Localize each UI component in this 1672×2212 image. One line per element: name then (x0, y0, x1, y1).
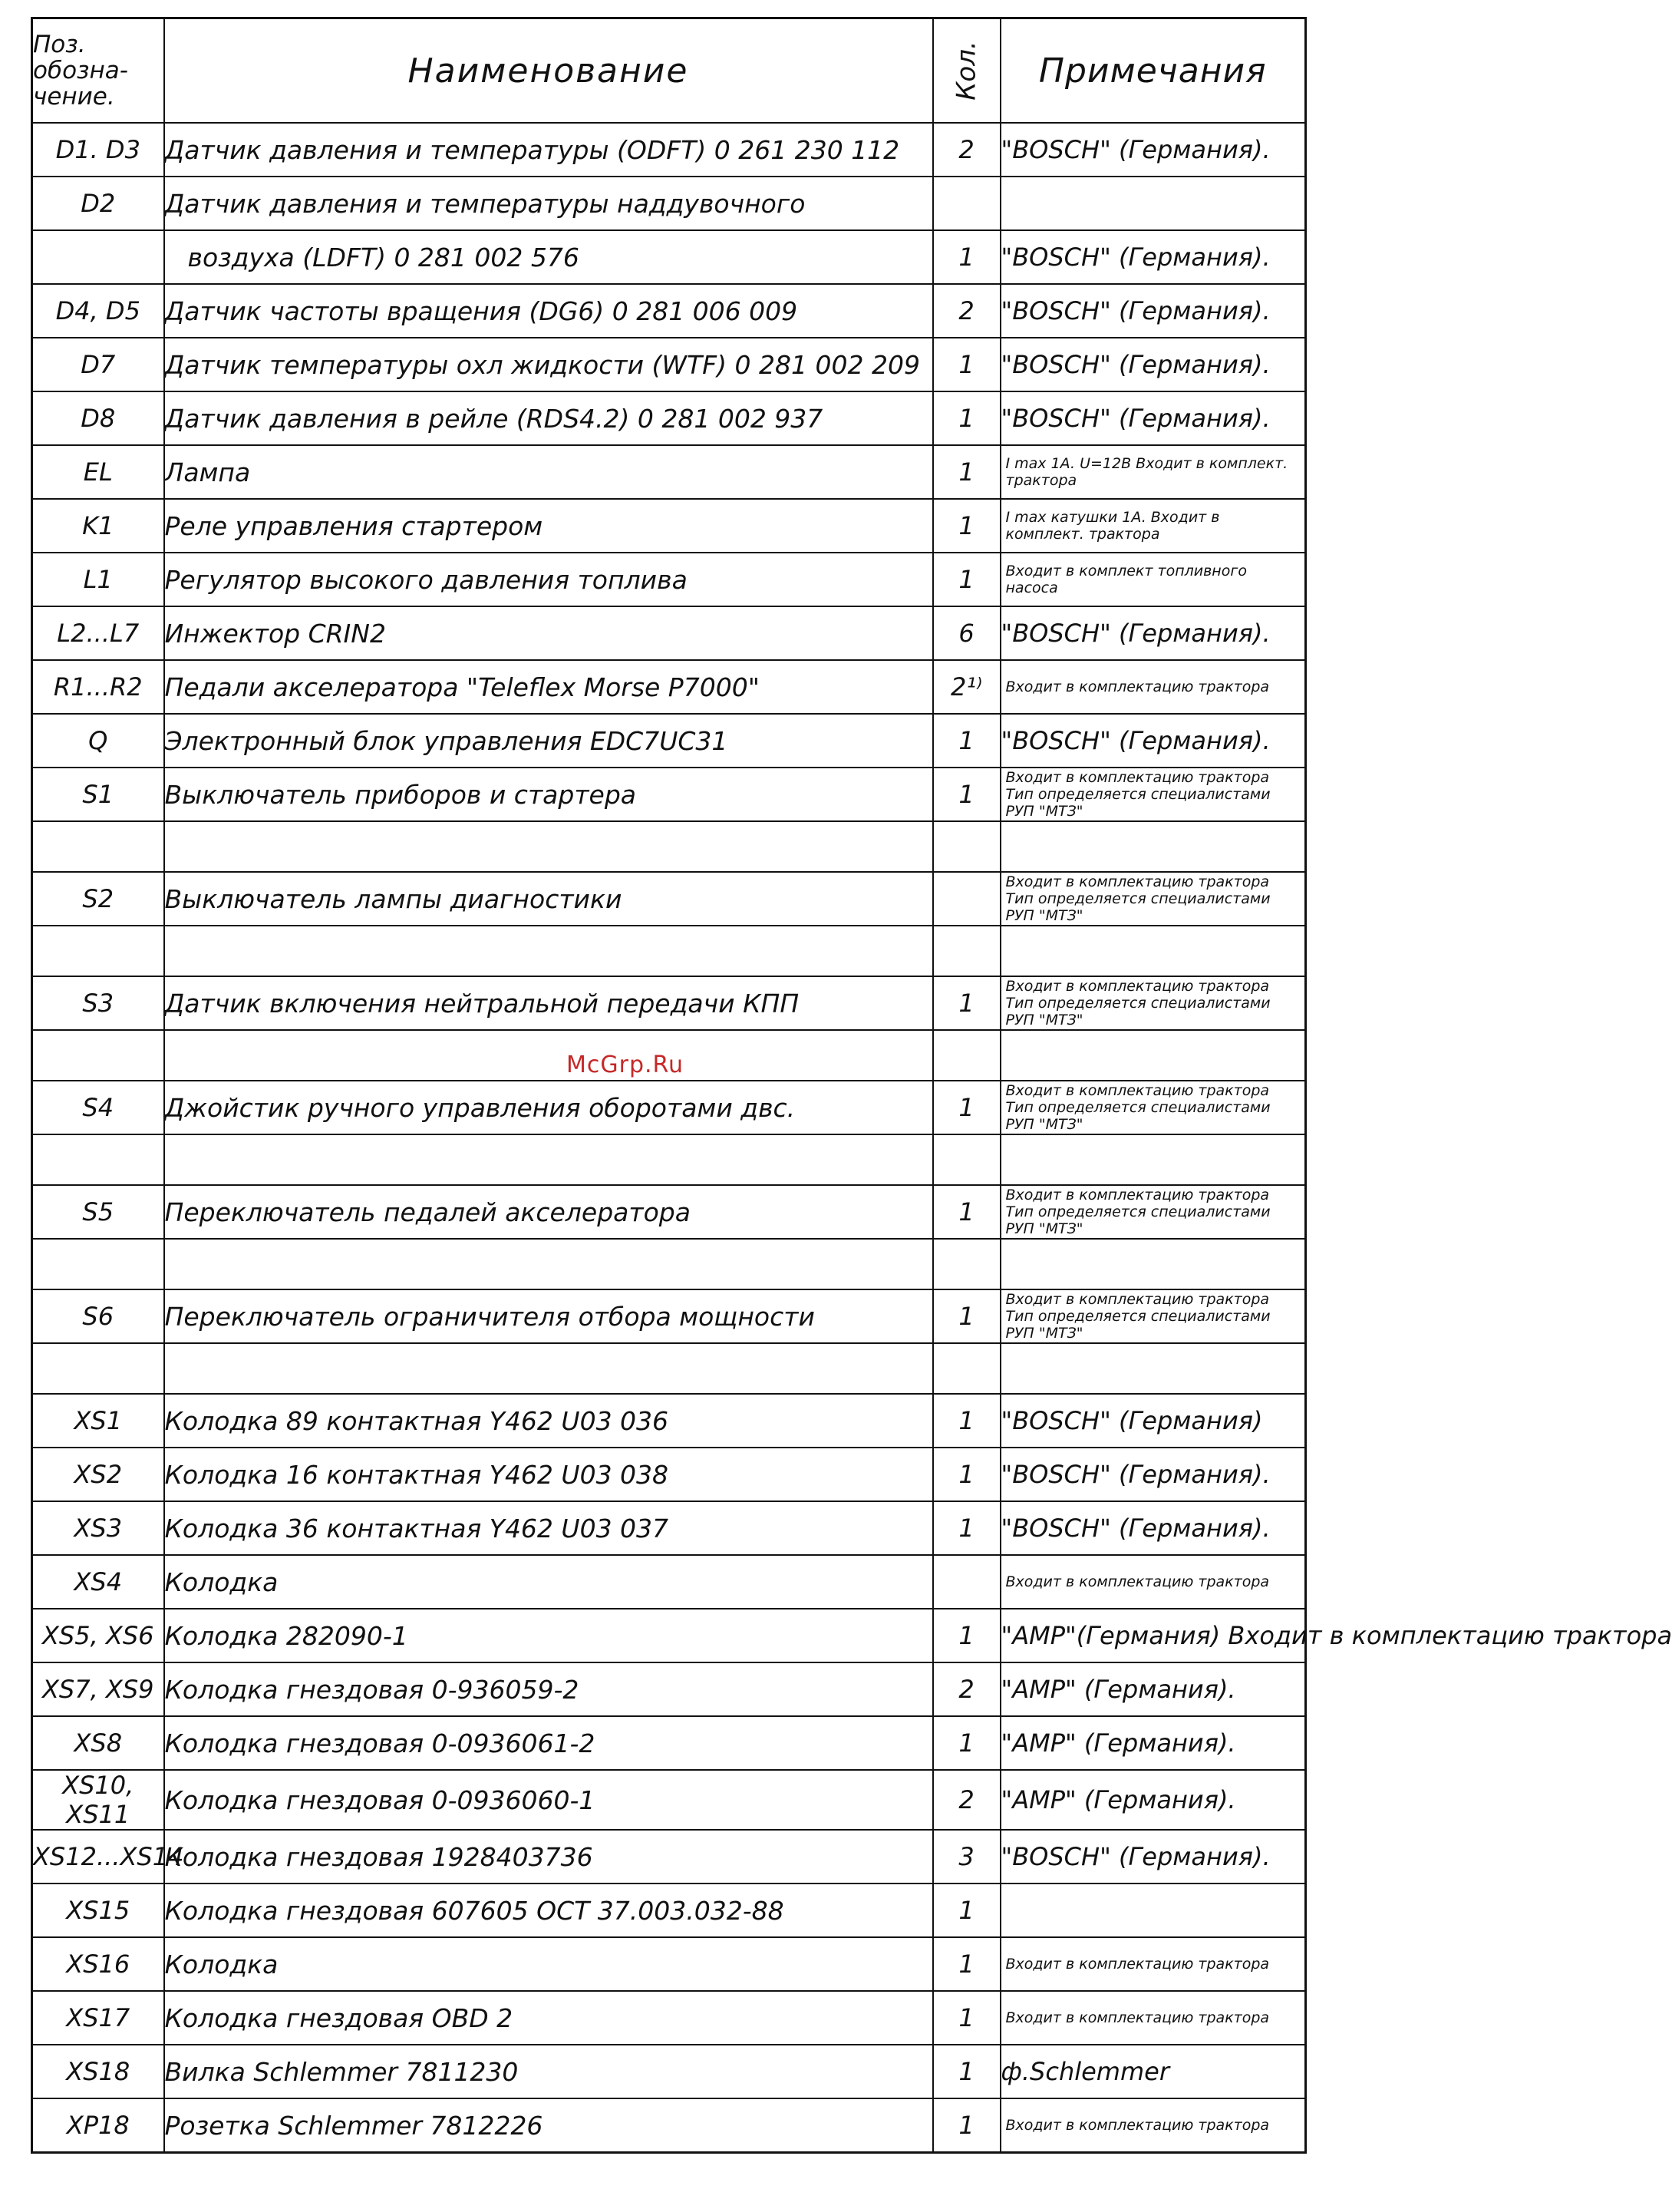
position-cell (32, 1239, 164, 1289)
position-cell: XS1 (32, 1394, 164, 1448)
quantity-cell: 1 (933, 1716, 1001, 1770)
quantity-cell: 1 (933, 976, 1001, 1030)
note-cell: "AMP" (Германия). (1001, 1716, 1306, 1770)
quantity-cell: 1 (933, 1884, 1001, 1937)
name-cell: Колодка 282090-1 (164, 1609, 933, 1662)
position-cell: XS5, XS6 (32, 1609, 164, 1662)
quantity-cell: 1 (933, 1185, 1001, 1239)
table-body (32, 123, 1672, 2153)
position-cell (32, 1134, 164, 1185)
table-row (32, 821, 1306, 872)
header-name: Наименование (164, 18, 933, 124)
quantity-cell: 1 (933, 338, 1001, 391)
specification-sheet (31, 17, 1672, 2195)
note-cell: "BOSCH" (Германия) (1001, 1394, 1306, 1448)
position-cell: XS16 (32, 1937, 164, 1991)
name-cell: Колодка гнездовая 0-0936060-1 (164, 1770, 933, 1830)
table-row (32, 177, 1306, 230)
note-cell: "AMP"(Германия) Входит в комплектацию трактора (1001, 1609, 1306, 1662)
position-cell: XS10, XS11 (32, 1770, 164, 1830)
quantity-cell: 2 (933, 284, 1001, 338)
note-cell: Входит в комплект топливного насоса (1001, 553, 1306, 606)
note-cell: Входит в комплектацию трактора Тип определяется специалистами РУП "МТЗ" (1001, 976, 1306, 1030)
table-row (32, 1716, 1306, 1770)
name-cell: Датчик частоты вращения (DG6) 0 281 006 009 (164, 284, 933, 338)
table-row (32, 1770, 1306, 1830)
note-cell: "BOSCH" (Германия). (1001, 714, 1306, 768)
quantity-cell (933, 1134, 1001, 1185)
note-cell: Входит в комплектацию трактора Тип определяется специалистами РУП "МТЗ" (1001, 872, 1306, 926)
quantity-cell: 1 (933, 2045, 1001, 2098)
position-cell: D4, D5 (32, 284, 164, 338)
table-row (32, 1501, 1306, 1555)
name-cell: Датчик давления и температуры наддувочного (164, 177, 933, 230)
position-cell: XS15 (32, 1884, 164, 1937)
position-cell: S2 (32, 872, 164, 926)
position-cell: XS18 (32, 2045, 164, 2098)
name-cell: Колодка гнездовая 0-936059-2 (164, 1662, 933, 1716)
note-cell: "AMP" (Германия). (1001, 1662, 1306, 1716)
note-cell: Входит в комплектацию трактора (1001, 2098, 1306, 2153)
position-cell: S3 (32, 976, 164, 1030)
table-row (32, 230, 1306, 284)
table-row (32, 1081, 1306, 1134)
position-cell: Q (32, 714, 164, 768)
quantity-cell: 2¹⁾ (933, 660, 1001, 714)
name-cell: Переключатель ограничителя отбора мощности (164, 1289, 933, 1343)
quantity-cell: 1 (933, 553, 1001, 606)
position-cell: D1. D3 (32, 123, 164, 177)
note-cell: Входит в комплектацию трактора (1001, 1937, 1306, 1991)
note-cell (1001, 1239, 1306, 1289)
components-table (31, 17, 1672, 2154)
note-cell: "BOSCH" (Германия). (1001, 391, 1306, 445)
quantity-cell: 1 (933, 1394, 1001, 1448)
name-cell: Колодка гнездовая OBD 2 (164, 1991, 933, 2045)
position-cell: R1...R2 (32, 660, 164, 714)
quantity-cell: 6 (933, 606, 1001, 660)
position-cell (32, 821, 164, 872)
table-row (32, 553, 1306, 606)
table-row (32, 976, 1306, 1030)
name-cell (164, 1343, 933, 1394)
header-quantity-label: Кол. (951, 41, 982, 101)
quantity-cell (933, 1343, 1001, 1394)
note-cell: "AMP" (Германия). (1001, 1770, 1306, 1830)
table-row (32, 2098, 1306, 2153)
quantity-cell: 1 (933, 1937, 1001, 1991)
note-cell (1001, 821, 1306, 872)
quantity-cell: 1 (933, 1609, 1001, 1662)
name-cell: Реле управления стартером (164, 499, 933, 553)
position-cell: D7 (32, 338, 164, 391)
name-cell: Колодка гнездовая 1928403736 (164, 1830, 933, 1884)
position-cell: D2 (32, 177, 164, 230)
position-cell: S1 (32, 768, 164, 821)
note-cell (1001, 1343, 1306, 1394)
position-cell: L2...L7 (32, 606, 164, 660)
position-cell: XS3 (32, 1501, 164, 1555)
note-cell (1001, 177, 1306, 230)
table-row (32, 499, 1306, 553)
table-row (32, 445, 1306, 499)
quantity-cell (933, 1239, 1001, 1289)
table-row (32, 1239, 1306, 1289)
quantity-cell: 2 (933, 123, 1001, 177)
name-cell (164, 1134, 933, 1185)
name-cell: Колодка гнездовая 607605 ОСТ 37.003.032-88 (164, 1884, 933, 1937)
position-cell: EL (32, 445, 164, 499)
table-row (32, 872, 1306, 926)
table-row (32, 1884, 1306, 1937)
quantity-cell: 1 (933, 1081, 1001, 1134)
note-cell (1001, 926, 1306, 976)
name-cell: Датчик включения нейтральной передачи КПП (164, 976, 933, 1030)
quantity-cell: 1 (933, 445, 1001, 499)
note-cell (1001, 1884, 1306, 1937)
quantity-cell: 1 (933, 768, 1001, 821)
table-row (32, 1134, 1306, 1185)
name-cell (164, 821, 933, 872)
name-cell (164, 926, 933, 976)
name-cell: Колодка 36 контактная Y462 U03 037 (164, 1501, 933, 1555)
name-cell: Розетка Schlemmer 7812226 (164, 2098, 933, 2153)
note-cell: I max катушки 1A. Входит в комплект. трактора (1001, 499, 1306, 553)
note-cell: Входит в комплектацию трактора (1001, 660, 1306, 714)
position-cell: K1 (32, 499, 164, 553)
name-cell: Датчик давления и температуры (ODFT) 0 261 230 112 (164, 123, 933, 177)
name-cell: Инжектор CRIN2 (164, 606, 933, 660)
name-cell: Датчик температуры охл жидкости (WTF) 0 281 002 209 (164, 338, 933, 391)
position-cell: L1 (32, 553, 164, 606)
note-cell: "BOSCH" (Германия). (1001, 123, 1306, 177)
name-cell: Датчик давления в рейле (RDS4.2) 0 281 002 937 (164, 391, 933, 445)
header-position: Поз. обозна- чение. (32, 18, 164, 124)
note-cell (1001, 1030, 1306, 1081)
quantity-cell: 1 (933, 714, 1001, 768)
position-cell: D8 (32, 391, 164, 445)
table-row (32, 123, 1306, 177)
position-cell: XS17 (32, 1991, 164, 2045)
table-row (32, 338, 1306, 391)
name-cell: Выключатель приборов и стартера (164, 768, 933, 821)
header-quantity (933, 18, 1001, 124)
name-cell: Регулятор высокого давления топлива (164, 553, 933, 606)
table-row (32, 660, 1306, 714)
position-cell: XS7, XS9 (32, 1662, 164, 1716)
position-cell: XS8 (32, 1716, 164, 1770)
quantity-cell: 2 (933, 1662, 1001, 1716)
name-cell: воздуха (LDFT) 0 281 002 576 (164, 230, 933, 284)
table-row (32, 1343, 1306, 1394)
position-cell (32, 1343, 164, 1394)
name-cell: Лампа (164, 445, 933, 499)
quantity-cell: 1 (933, 1991, 1001, 2045)
position-cell: XS2 (32, 1448, 164, 1501)
position-cell: S4 (32, 1081, 164, 1134)
table-row (32, 1609, 1306, 1662)
quantity-cell: 1 (933, 1448, 1001, 1501)
name-cell: Колодка (164, 1555, 933, 1609)
quantity-cell (933, 872, 1001, 926)
position-cell: XS12...XS14 (32, 1830, 164, 1884)
note-cell: Входит в комплектацию трактора Тип определяется специалистами РУП "МТЗ" (1001, 768, 1306, 821)
name-cell: Переключатель педалей акселератора (164, 1185, 933, 1239)
table-row (32, 284, 1306, 338)
name-cell: Колодка 89 контактная Y462 U03 036 (164, 1394, 933, 1448)
table-row (32, 926, 1306, 976)
position-cell (32, 926, 164, 976)
table-row (32, 1991, 1306, 2045)
table-row (32, 2045, 1306, 2098)
name-cell: Джойстик ручного управления оборотами двс. (164, 1081, 933, 1134)
name-cell: Колодка 16 контактная Y462 U03 038 (164, 1448, 933, 1501)
quantity-cell: 1 (933, 1289, 1001, 1343)
table-row (32, 1662, 1306, 1716)
note-cell: "BOSCH" (Германия). (1001, 1501, 1306, 1555)
position-cell: XP18 (32, 2098, 164, 2153)
table-row (32, 606, 1306, 660)
note-cell: Входит в комплектацию трактора Тип определяется специалистами РУП "МТЗ" (1001, 1081, 1306, 1134)
quantity-cell (933, 821, 1001, 872)
note-cell: I max 1A. U=12B Входит в комплект. трактора (1001, 445, 1306, 499)
quantity-cell: 3 (933, 1830, 1001, 1884)
name-cell: Педали акселератора "Teleflex Morse P7000" (164, 660, 933, 714)
note-cell: "BOSCH" (Германия). (1001, 338, 1306, 391)
name-cell: Колодка гнездовая 0-0936061-2 (164, 1716, 933, 1770)
quantity-cell (933, 926, 1001, 976)
quantity-cell: 1 (933, 499, 1001, 553)
note-cell: "BOSCH" (Германия). (1001, 284, 1306, 338)
position-cell (32, 1030, 164, 1081)
note-cell (1001, 1134, 1306, 1185)
header-notes: Примечания (1001, 18, 1306, 124)
table-row (32, 1448, 1306, 1501)
position-cell: XS4 (32, 1555, 164, 1609)
quantity-cell: 1 (933, 2098, 1001, 2153)
table-row (32, 1289, 1306, 1343)
position-cell: S5 (32, 1185, 164, 1239)
table-row (32, 1394, 1306, 1448)
table-row (32, 1185, 1306, 1239)
note-cell: Входит в комплектацию трактора Тип определяется специалистами РУП "МТЗ" (1001, 1289, 1306, 1343)
quantity-cell: 1 (933, 1501, 1001, 1555)
note-cell: Входит в комплектацию трактора (1001, 1555, 1306, 1609)
table-row (32, 1937, 1306, 1991)
note-cell: ф.Schlemmer (1001, 2045, 1306, 2098)
name-cell: Вилка Schlemmer 7811230 (164, 2045, 933, 2098)
name-cell: Электронный блок управления EDC7UC31 (164, 714, 933, 768)
note-cell: "BOSCH" (Германия). (1001, 230, 1306, 284)
note-cell: Входит в комплектацию трактора (1001, 1991, 1306, 2045)
quantity-cell (933, 177, 1001, 230)
name-cell (164, 1030, 933, 1081)
quantity-cell: 1 (933, 391, 1001, 445)
name-cell (164, 1239, 933, 1289)
table-row (32, 1830, 1306, 1884)
position-cell (32, 230, 164, 284)
table-header-row (32, 18, 1306, 124)
table-row (32, 1555, 1306, 1609)
note-cell: "BOSCH" (Германия). (1001, 606, 1306, 660)
watermark: McGrp.Ru (566, 1052, 684, 1078)
table-row (32, 714, 1306, 768)
quantity-cell: 2 (933, 1770, 1001, 1830)
table-row (32, 768, 1306, 821)
table-row (32, 391, 1306, 445)
note-cell: Входит в комплектацию трактора Тип определяется специалистами РУП "МТЗ" (1001, 1185, 1306, 1239)
quantity-cell: 1 (933, 230, 1001, 284)
name-cell: Колодка (164, 1937, 933, 1991)
note-cell: "BOSCH" (Германия). (1001, 1448, 1306, 1501)
name-cell: Выключатель лампы диагностики (164, 872, 933, 926)
position-cell: S6 (32, 1289, 164, 1343)
note-cell: "BOSCH" (Германия). (1001, 1830, 1306, 1884)
quantity-cell (933, 1030, 1001, 1081)
quantity-cell (933, 1555, 1001, 1609)
